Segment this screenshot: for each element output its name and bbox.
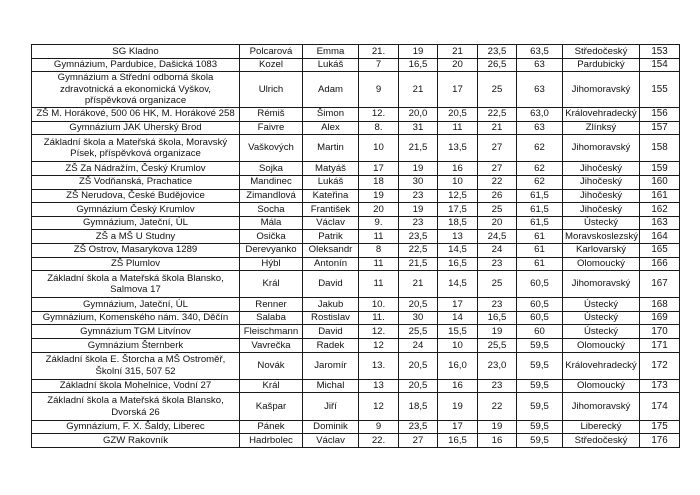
region-cell: Jihočeský [563,189,640,203]
rank-cell: 154 [640,58,680,72]
score-3-cell: 23 [478,257,517,271]
first-name-cell: Patrik [303,230,359,244]
region-cell: Olomoucký [563,257,640,271]
grade-cell: 22. [359,434,399,448]
rank-cell: 155 [640,72,680,108]
surname-cell: Socha [240,203,303,217]
score-1-cell: 23 [399,189,438,203]
first-name-cell: Matyáš [303,162,359,176]
score-2-cell: 16,0 [438,352,478,379]
results-table [31,44,680,448]
score-1-cell: 21 [399,271,438,298]
score-1-cell: 27 [399,434,438,448]
first-name-cell: David [303,271,359,298]
school-cell: Gymnázium, Pardubice, Dašická 1083 [32,58,240,72]
total-score-cell: 63,5 [517,45,563,59]
total-score-cell: 61 [517,243,563,257]
score-1-cell: 23,5 [399,420,438,434]
first-name-cell: Václav [303,434,359,448]
rank-cell: 160 [640,175,680,189]
school-cell: Gymnázium, Jateční, ÚL [32,216,240,230]
grade-cell: 13 [359,379,399,393]
grade-cell: 12 [359,339,399,353]
grade-cell: 8 [359,243,399,257]
score-1-cell: 24 [399,339,438,353]
score-1-cell: 30 [399,175,438,189]
grade-cell: 12 [359,393,399,420]
rank-cell: 167 [640,271,680,298]
first-name-cell: Dominik [303,420,359,434]
score-3-cell: 22 [478,393,517,420]
first-name-cell: Radek [303,339,359,353]
total-score-cell: 59,5 [517,352,563,379]
score-3-cell: 27 [478,162,517,176]
grade-cell: 11 [359,257,399,271]
table-row [32,175,680,189]
score-2-cell: 11 [438,121,478,135]
score-2-cell: 16 [438,162,478,176]
surname-cell: Hadrbolec [240,434,303,448]
rank-cell: 156 [640,107,680,121]
score-1-cell: 22,5 [399,243,438,257]
score-3-cell: 16,5 [478,311,517,325]
region-cell: Liberecký [563,420,640,434]
surname-cell: Mála [240,216,303,230]
surname-cell: Zimandlová [240,189,303,203]
surname-cell: Vaškových [240,135,303,162]
first-name-cell: Jiří [303,393,359,420]
school-cell: ZŠ Plumlov [32,257,240,271]
table-row [32,216,680,230]
score-2-cell: 16 [438,379,478,393]
surname-cell: Hýbl [240,257,303,271]
score-3-cell: 26 [478,189,517,203]
score-3-cell: 25 [478,203,517,217]
surname-cell: Sojka [240,162,303,176]
region-cell: Olomoucký [563,339,640,353]
first-name-cell: Antonín [303,257,359,271]
grade-cell: 13. [359,352,399,379]
total-score-cell: 61,5 [517,189,563,203]
score-1-cell: 25,5 [399,325,438,339]
rank-cell: 170 [640,325,680,339]
region-cell: Středočeský [563,434,640,448]
score-2-cell: 14 [438,311,478,325]
school-cell: ZŠ Vodňanská, Prachatice [32,175,240,189]
school-cell: Gymnázium, Komenského nám. 340, Děčín [32,311,240,325]
first-name-cell: Lukáš [303,175,359,189]
grade-cell: 12. [359,325,399,339]
table-body [32,45,680,448]
region-cell: Ústecký [563,298,640,312]
school-cell: ZŠ Nerudova, České Budějovice [32,189,240,203]
total-score-cell: 59,5 [517,434,563,448]
region-cell: Ústecký [563,325,640,339]
rank-cell: 161 [640,189,680,203]
first-name-cell: Šimon [303,107,359,121]
school-cell: Gymnázium Český Krumlov [32,203,240,217]
grade-cell: 19 [359,189,399,203]
score-3-cell: 21 [478,121,517,135]
total-score-cell: 60 [517,325,563,339]
grade-cell: 10. [359,298,399,312]
surname-cell: Osička [240,230,303,244]
score-2-cell: 20,5 [438,107,478,121]
table-row [32,257,680,271]
total-score-cell: 60,5 [517,311,563,325]
first-name-cell: Emma [303,45,359,59]
score-2-cell: 16,5 [438,257,478,271]
total-score-cell: 62 [517,135,563,162]
rank-cell: 157 [640,121,680,135]
score-2-cell: 17,5 [438,203,478,217]
rank-cell: 153 [640,45,680,59]
table-row [32,379,680,393]
first-name-cell: Michal [303,379,359,393]
grade-cell: 11 [359,271,399,298]
first-name-cell: David [303,325,359,339]
score-1-cell: 21,5 [399,135,438,162]
score-1-cell: 20,0 [399,107,438,121]
total-score-cell: 62 [517,175,563,189]
score-2-cell: 13,5 [438,135,478,162]
score-3-cell: 16 [478,434,517,448]
rank-cell: 171 [640,339,680,353]
grade-cell: 10 [359,135,399,162]
score-1-cell: 21,5 [399,257,438,271]
region-cell: Jihomoravský [563,271,640,298]
first-name-cell: František [303,203,359,217]
table-row [32,420,680,434]
first-name-cell: Václav [303,216,359,230]
first-name-cell: Rostislav [303,311,359,325]
score-3-cell: 25 [478,72,517,108]
grade-cell: 8. [359,121,399,135]
surname-cell: Fleischmann [240,325,303,339]
score-3-cell: 22,5 [478,107,517,121]
school-cell: Základní škola E. Štorcha a MŠ Ostroměř, Školní 315, 507 52 [32,352,240,379]
score-2-cell: 17 [438,420,478,434]
total-score-cell: 61 [517,230,563,244]
region-cell: Karlovarský [563,243,640,257]
region-cell: Královehradecký [563,107,640,121]
rank-cell: 174 [640,393,680,420]
school-cell: ZŠ a MŠ U Studny [32,230,240,244]
score-2-cell: 10 [438,339,478,353]
surname-cell: Faivre [240,121,303,135]
score-2-cell: 14,5 [438,271,478,298]
surname-cell: Polcarová [240,45,303,59]
score-1-cell: 16,5 [399,58,438,72]
grade-cell: 18 [359,175,399,189]
region-cell: Moravskoslezský [563,230,640,244]
surname-cell: Král [240,379,303,393]
region-cell: Jihočeský [563,162,640,176]
rank-cell: 162 [640,203,680,217]
rank-cell: 175 [640,420,680,434]
rank-cell: 165 [640,243,680,257]
table-row [32,162,680,176]
region-cell: Jihomoravský [563,393,640,420]
rank-cell: 168 [640,298,680,312]
school-cell: Základní škola a Mateřská škola Blansko, Dvorská 26 [32,393,240,420]
score-1-cell: 31 [399,121,438,135]
score-1-cell: 23,5 [399,230,438,244]
first-name-cell: Jakub [303,298,359,312]
total-score-cell: 63 [517,72,563,108]
region-cell: Ústecký [563,311,640,325]
score-3-cell: 19 [478,420,517,434]
school-cell: Gymnázium TGM Litvínov [32,325,240,339]
score-3-cell: 24 [478,243,517,257]
surname-cell: Vavrečka [240,339,303,353]
school-cell: Gymnázium JAK Uherský Brod [32,121,240,135]
surname-cell: Novák [240,352,303,379]
grade-cell: 11 [359,230,399,244]
score-2-cell: 13 [438,230,478,244]
rank-cell: 172 [640,352,680,379]
table-row [32,189,680,203]
school-cell: SG Kladno [32,45,240,59]
rank-cell: 176 [640,434,680,448]
total-score-cell: 61,5 [517,216,563,230]
school-cell: Základní škola Mohelnice, Vodní 27 [32,379,240,393]
region-cell: Jihomoravský [563,135,640,162]
table-row [32,325,680,339]
total-score-cell: 63 [517,121,563,135]
surname-cell: Pánek [240,420,303,434]
score-3-cell: 25 [478,271,517,298]
grade-cell: 12. [359,107,399,121]
total-score-cell: 63 [517,58,563,72]
grade-cell: 9 [359,420,399,434]
score-2-cell: 21 [438,45,478,59]
first-name-cell: Oleksandr [303,243,359,257]
region-cell: Středočeský [563,45,640,59]
region-cell: Královehradecký [563,352,640,379]
rank-cell: 164 [640,230,680,244]
grade-cell: 17 [359,162,399,176]
table-row [32,72,680,108]
school-cell: ZŠ M. Horákové, 500 06 HK, M. Horákové 258 [32,107,240,121]
score-3-cell: 23 [478,379,517,393]
total-score-cell: 59,5 [517,393,563,420]
score-1-cell: 19 [399,162,438,176]
score-2-cell: 19 [438,393,478,420]
table-row [32,107,680,121]
score-3-cell: 27 [478,135,517,162]
score-2-cell: 16,5 [438,434,478,448]
first-name-cell: Alex [303,121,359,135]
score-1-cell: 23 [399,216,438,230]
score-2-cell: 12,5 [438,189,478,203]
surname-cell: Král [240,271,303,298]
rank-cell: 163 [640,216,680,230]
surname-cell: Derevyanko [240,243,303,257]
total-score-cell: 59,5 [517,420,563,434]
region-cell: Jihomoravský [563,72,640,108]
table-row [32,203,680,217]
total-score-cell: 63,0 [517,107,563,121]
score-2-cell: 17 [438,72,478,108]
total-score-cell: 59,5 [517,339,563,353]
surname-cell: Renner [240,298,303,312]
score-3-cell: 23,0 [478,352,517,379]
score-3-cell: 20 [478,216,517,230]
total-score-cell: 60,5 [517,271,563,298]
total-score-cell: 61 [517,257,563,271]
score-1-cell: 18,5 [399,393,438,420]
total-score-cell: 59,5 [517,379,563,393]
table-row [32,135,680,162]
school-cell: Základní škola a Mateřská škola Blansko, Salmova 17 [32,271,240,298]
school-cell: Gymnázium, Jateční, ÚL [32,298,240,312]
rank-cell: 166 [640,257,680,271]
surname-cell: Kozel [240,58,303,72]
score-2-cell: 10 [438,175,478,189]
table-row [32,121,680,135]
score-1-cell: 20,5 [399,352,438,379]
score-3-cell: 23 [478,298,517,312]
score-3-cell: 24,5 [478,230,517,244]
table-row [32,298,680,312]
first-name-cell: Lukáš [303,58,359,72]
table-row [32,434,680,448]
table-row [32,271,680,298]
grade-cell: 20 [359,203,399,217]
region-cell: Ústecký [563,216,640,230]
surname-cell: Mandinec [240,175,303,189]
score-2-cell: 14,5 [438,243,478,257]
table-row [32,230,680,244]
total-score-cell: 62 [517,162,563,176]
score-3-cell: 22 [478,175,517,189]
table-row [32,58,680,72]
grade-cell: 9. [359,216,399,230]
school-cell: ZŠ Za Nádražím, Český Krumlov [32,162,240,176]
region-cell: Jihočeský [563,175,640,189]
school-cell: Základní škola a Mateřská škola, Moravský Písek, příspěvková organizace [32,135,240,162]
school-cell: Gymnázium a Střední odborná škola zdravotnická a ekonomická Vyškov, příspěvková organizace [32,72,240,108]
table-row [32,243,680,257]
region-cell: Olomoucký [563,379,640,393]
score-3-cell: 26,5 [478,58,517,72]
grade-cell: 9 [359,72,399,108]
region-cell: Jihočeský [563,203,640,217]
table-row [32,352,680,379]
first-name-cell: Kateřina [303,189,359,203]
table-row [32,339,680,353]
rank-cell: 158 [640,135,680,162]
total-score-cell: 60,5 [517,298,563,312]
first-name-cell: Martin [303,135,359,162]
grade-cell: 21. [359,45,399,59]
score-2-cell: 17 [438,298,478,312]
score-3-cell: 19 [478,325,517,339]
region-cell: Zlínksý [563,121,640,135]
rank-cell: 173 [640,379,680,393]
region-cell: Pardubický [563,58,640,72]
score-1-cell: 20,5 [399,298,438,312]
first-name-cell: Jaromír [303,352,359,379]
rank-cell: 169 [640,311,680,325]
grade-cell: 7 [359,58,399,72]
score-1-cell: 21 [399,72,438,108]
first-name-cell: Adam [303,72,359,108]
table-row [32,45,680,59]
score-1-cell: 30 [399,311,438,325]
school-cell: Gymnázium, F. X. Šaldy, Liberec [32,420,240,434]
surname-cell: Salaba [240,311,303,325]
score-1-cell: 20,5 [399,379,438,393]
score-3-cell: 25,5 [478,339,517,353]
school-cell: Gymnázium Šternberk [32,339,240,353]
surname-cell: Kašpar [240,393,303,420]
table-row [32,311,680,325]
score-1-cell: 19 [399,203,438,217]
school-cell: ZŠ Ostrov, Masarykova 1289 [32,243,240,257]
surname-cell: Ulrich [240,72,303,108]
score-3-cell: 23,5 [478,45,517,59]
surname-cell: Rémiš [240,107,303,121]
score-2-cell: 20 [438,58,478,72]
school-cell: GZW Rakovník [32,434,240,448]
rank-cell: 159 [640,162,680,176]
grade-cell: 11. [359,311,399,325]
total-score-cell: 61,5 [517,203,563,217]
table-row [32,393,680,420]
score-2-cell: 18,5 [438,216,478,230]
score-1-cell: 19 [399,45,438,59]
score-2-cell: 15,5 [438,325,478,339]
